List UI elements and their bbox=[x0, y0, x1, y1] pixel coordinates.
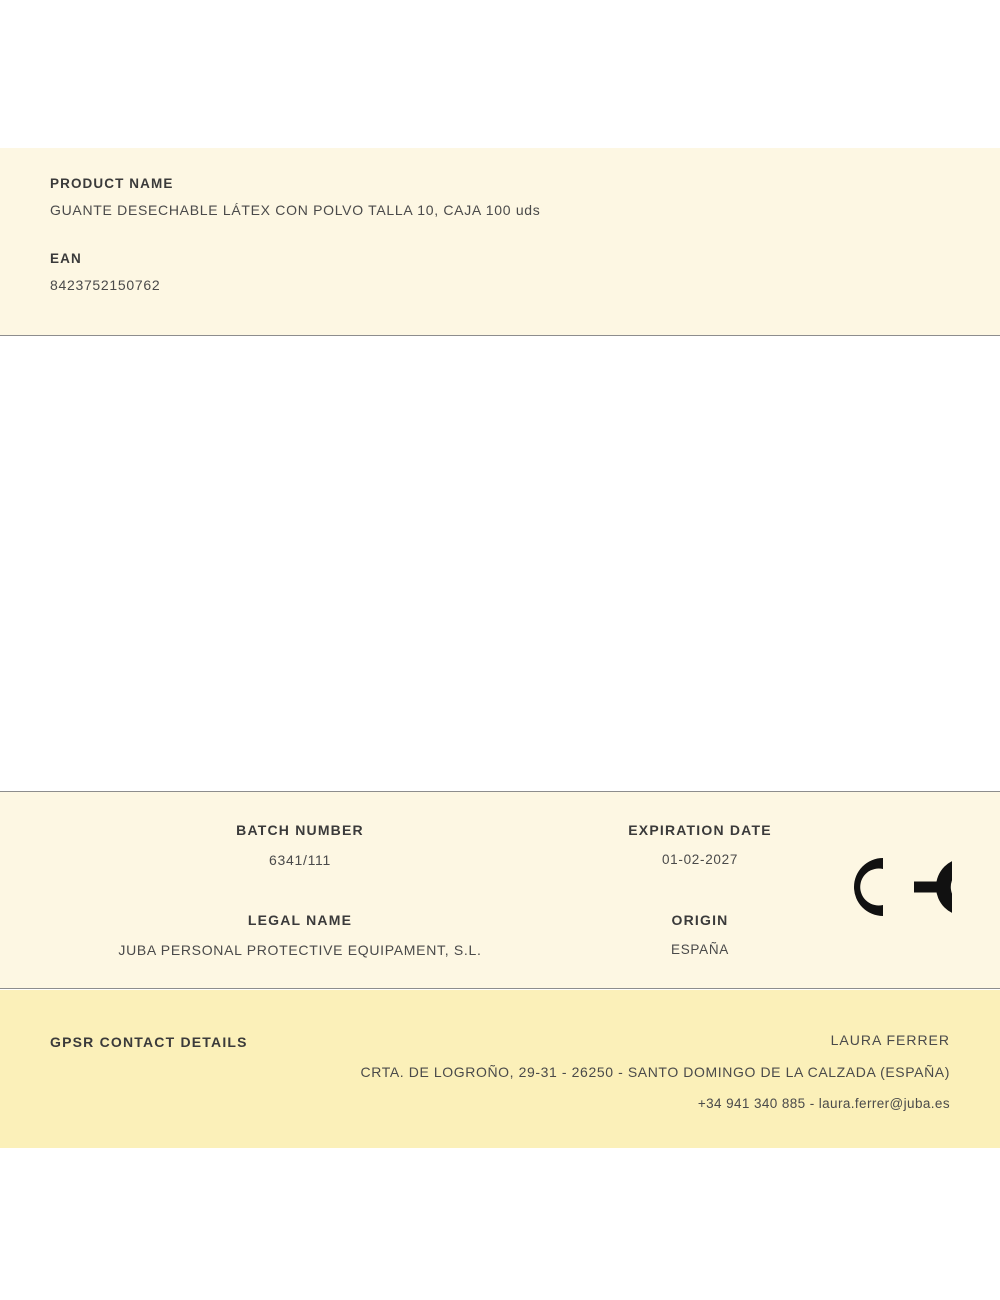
product-name-value: GUANTE DESECHABLE LÁTEX CON POLVO TALLA 10, CAJA 100 uds bbox=[50, 202, 541, 218]
details-grid bbox=[0, 792, 1000, 988]
product-info-inner bbox=[0, 148, 1000, 293]
field-spacer bbox=[50, 218, 950, 251]
batch-number-group bbox=[60, 822, 540, 868]
legal-name-group bbox=[60, 912, 540, 958]
gpsr-contact-label: GPSR CONTACT DETAILS bbox=[50, 1034, 248, 1050]
batch-number-label: BATCH NUMBER bbox=[236, 822, 364, 838]
ean-label: EAN bbox=[50, 251, 82, 266]
contact-address: CRTA. DE LOGROÑO, 29-31 - 26250 - SANTO DOMINGO DE LA CALZADA (ESPAÑA) bbox=[360, 1064, 950, 1080]
contact-phone-email: +34 941 340 885 - laura.ferrer@juba.es bbox=[697, 1096, 950, 1111]
bottom-blank-area bbox=[0, 1148, 1000, 1300]
legal-name-label: LEGAL NAME bbox=[247, 912, 353, 928]
batch-number-value: 6341/111 bbox=[269, 852, 331, 868]
ce-mark-icon bbox=[842, 852, 952, 922]
blank-content-area bbox=[0, 336, 1000, 791]
origin-value: ESPAÑA bbox=[671, 942, 729, 957]
ean-value: 8423752150762 bbox=[50, 277, 161, 293]
product-name-label: PRODUCT NAME bbox=[50, 176, 174, 191]
product-info-section bbox=[0, 148, 1000, 336]
legal-name-value: JUBA PERSONAL PROTECTIVE EQUIPAMENT, S.L. bbox=[118, 942, 482, 958]
origin-label: ORIGIN bbox=[671, 912, 729, 928]
origin-group bbox=[545, 912, 855, 957]
contact-person-name: LAURA FERRER bbox=[830, 1032, 950, 1048]
gpsr-contact-section bbox=[0, 990, 1000, 1148]
expiration-date-label: EXPIRATION DATE bbox=[628, 822, 772, 838]
gpsr-contact-details bbox=[361, 1032, 950, 1111]
expiration-date-group bbox=[545, 822, 855, 867]
product-details-section bbox=[0, 791, 1000, 989]
expiration-date-value: 01-02-2027 bbox=[661, 852, 739, 867]
